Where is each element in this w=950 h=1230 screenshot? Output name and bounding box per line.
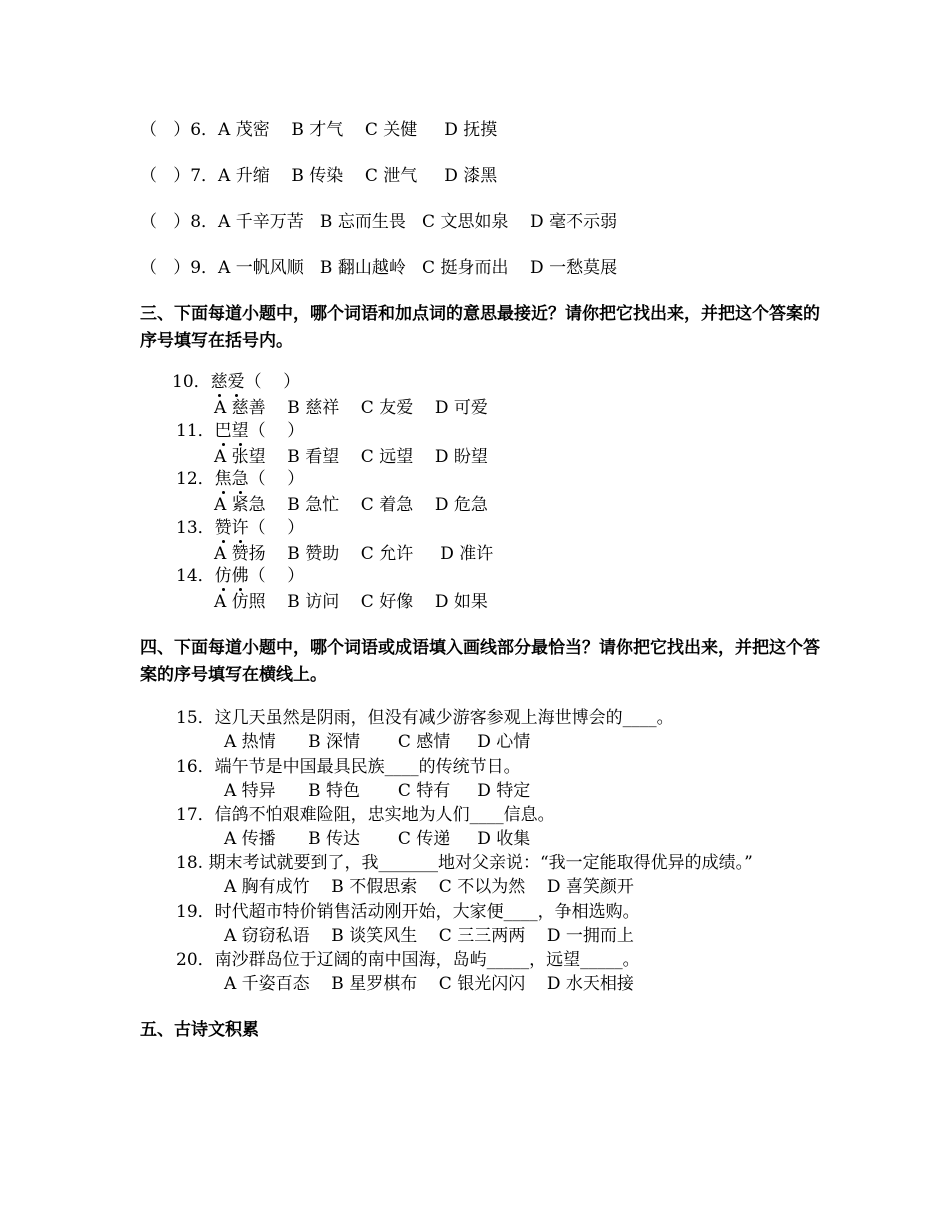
dotted-char: 慈: [210, 372, 228, 392]
question-18: 18. 期末考试就要到了，我_______地对父亲说：“我一定能取得优异的成绩。”: [176, 853, 753, 873]
question-17-options: A 传播 B 传达 C 传递 D 收集: [224, 829, 531, 849]
dotted-char: 望: [231, 421, 249, 441]
question-number: 10．: [172, 372, 211, 392]
question-18-options: A 胸有成竹 B 不假思索 C 不以为然 D 喜笑颜开: [224, 877, 634, 897]
question-8: （ ）8．A 千辛万苦 B 忘而生畏 C 文思如泉 D 毫不示弱: [140, 212, 618, 232]
question-20-options: A 千姿百态 B 星罗棋布 C 银光闪闪 D 水天相接: [224, 974, 634, 994]
section-5-heading: 五、古诗文积累: [140, 1020, 259, 1040]
dotted-char: 巴: [214, 421, 232, 441]
question-9: （ ）9．A 一帆风顺 B 翻山越岭 C 挺身而出 D 一愁莫展: [140, 258, 618, 278]
question-11: [176, 419, 304, 443]
question-15: 15．这几天虽然是阴雨，但没有减少游客参观上海世博会的____。: [176, 708, 674, 728]
answer-paren: （ ）: [248, 469, 305, 489]
dotted-char: 焦: [214, 469, 232, 489]
question-14-options: A 仿照 B 访问 C 好像 D 如果: [214, 592, 488, 612]
question-17: 17．信鸽不怕艰难险阻，忠实地为人们____信息。: [176, 805, 555, 825]
question-12: [176, 467, 304, 491]
section-4-heading: 四、下面每道小题中，哪个词语或成语填入画线部分最恰当？请你把它找出来，并把这个答案的序号填写在横线上。: [140, 638, 820, 685]
question-number: 11．: [176, 421, 215, 441]
question-13: [176, 516, 304, 540]
dotted-char: 赞: [214, 518, 232, 538]
question-19: 19．时代超市特价销售活动刚开始，大家便____，争相选购。: [176, 902, 640, 922]
question-20: 20．南沙群岛位于辽阔的南中国海，岛屿_____，远望_____。: [176, 950, 640, 970]
question-16-options: A 特异 B 特色 C 特有 D 特定: [224, 781, 531, 801]
question-11-options: A 张望 B 看望 C 远望 D 盼望: [214, 447, 488, 467]
dotted-char: 爱: [227, 372, 245, 392]
question-14: [176, 564, 304, 588]
dotted-char: 急: [231, 469, 249, 489]
answer-paren: （ ）: [248, 421, 305, 441]
question-13-options: A 赞扬 B 赞助 C 允许 D 准许: [214, 544, 494, 564]
question-16: 16．端午节是中国最具民族____的传统节日。: [176, 757, 521, 777]
answer-paren: （ ）: [244, 372, 301, 392]
question-number: 12．: [176, 469, 215, 489]
question-6: （ ）6．A 茂密 B 才气 C 关健 D 抚摸: [140, 120, 498, 140]
answer-paren: （ ）: [248, 518, 305, 538]
question-12-options: A 紧急 B 急忙 C 着急 D 危急: [214, 495, 488, 515]
question-number: 14．: [176, 566, 215, 586]
section-3-heading: 三、下面每道小题中，哪个词语和加点词的意思最接近？请你把它找出来，并把这个答案的序号填写在括号内。: [140, 304, 820, 351]
question-number: 13．: [176, 518, 215, 538]
dotted-char: 许: [231, 518, 249, 538]
question-10-options: A 慈善 B 慈祥 C 友爱 D 可爱: [214, 398, 488, 418]
question-19-options: A 窃窃私语 B 谈笑风生 C 三三两两 D 一拥而上: [224, 926, 634, 946]
question-7: （ ）7．A 升缩 B 传染 C 泄气 D 漆黑: [140, 166, 498, 186]
question-15-options: A 热情 B 深情 C 感情 D 心情: [224, 732, 531, 752]
dotted-char: 佛: [231, 566, 249, 586]
answer-paren: （ ）: [248, 566, 305, 586]
question-10: [172, 370, 300, 394]
dotted-char: 仿: [214, 566, 232, 586]
